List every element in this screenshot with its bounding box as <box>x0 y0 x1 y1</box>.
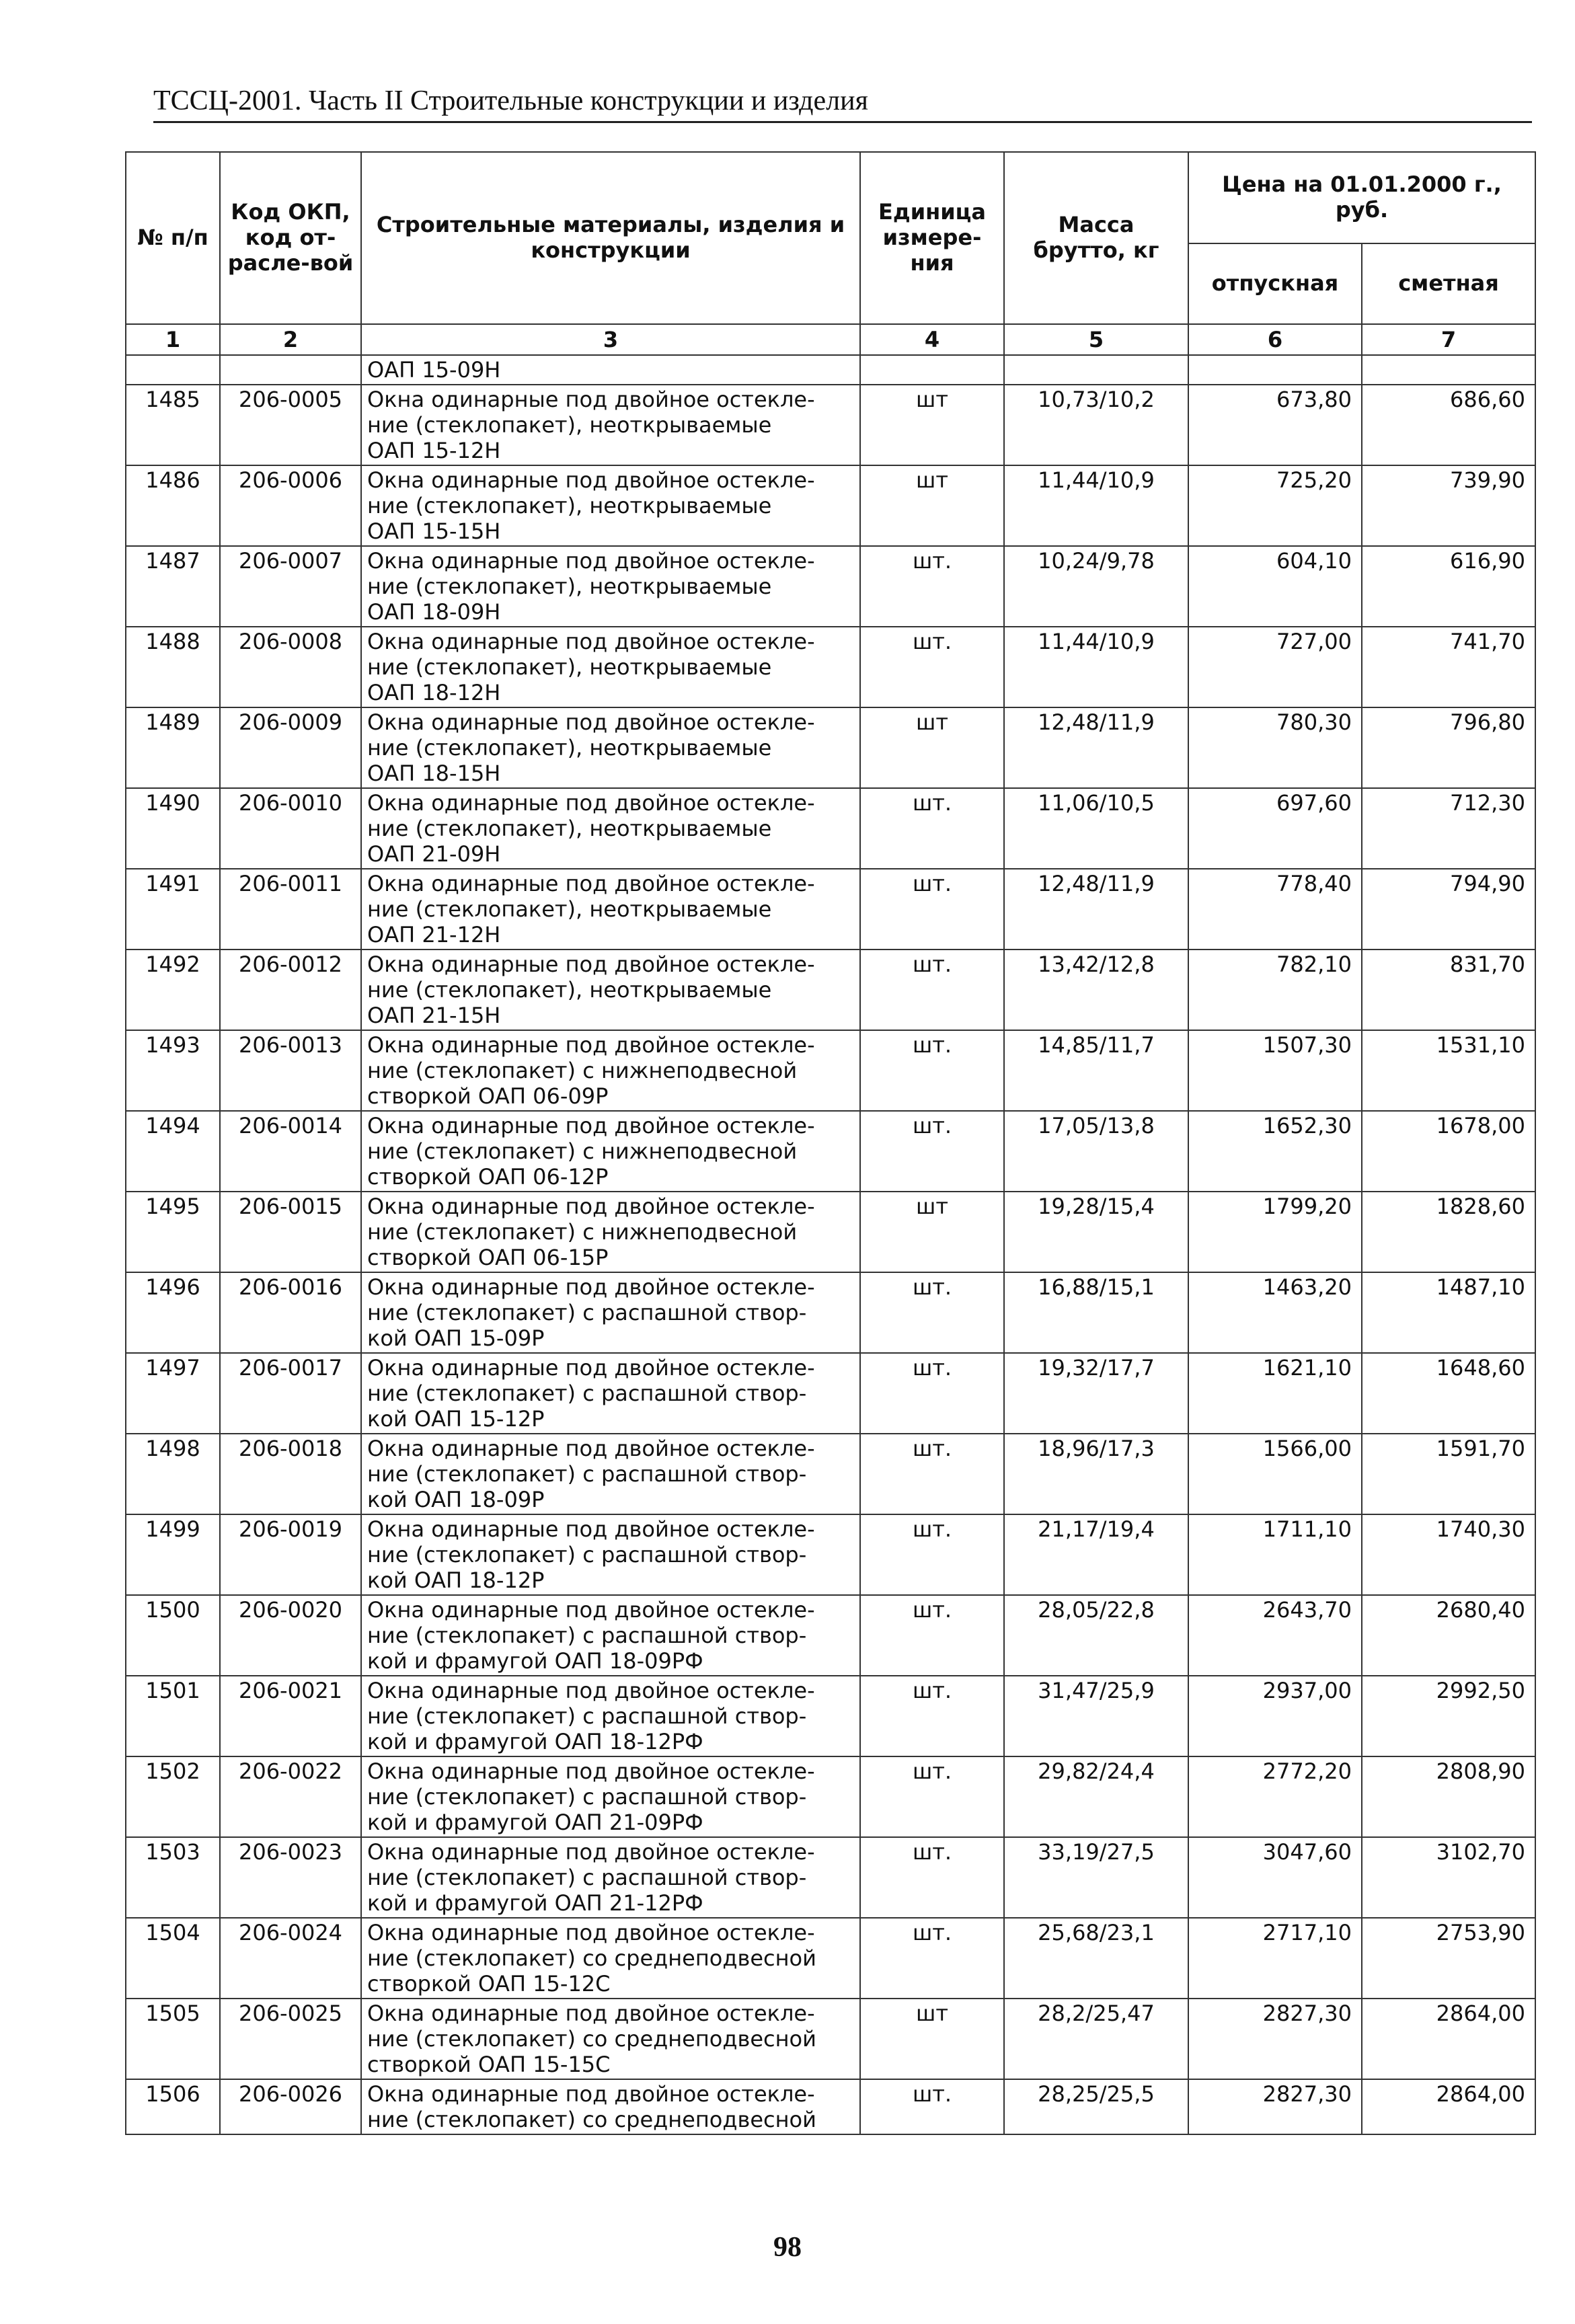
row-description-line: Окна одинарные под двойное остекле- <box>367 2081 815 2107</box>
row-unit: шт. <box>860 1353 1004 1434</box>
row-code: 206-0025 <box>220 1999 361 2079</box>
column-number: 3 <box>361 324 860 355</box>
row-description-line: ние (стеклопакет), неоткрываемые <box>367 735 772 761</box>
row-price-release: 2643,70 <box>1188 1595 1362 1676</box>
table-row <box>126 950 1535 1030</box>
row-number: 1506 <box>126 2079 220 2134</box>
row-description-line: Окна одинарные под двойное остекле- <box>367 871 815 896</box>
continuation-text: ОАП 15-09Н <box>361 355 860 385</box>
row-description-line: ние (стеклопакет) с нижнеподвесной <box>367 1138 798 1164</box>
row-price-estimate: 2680,40 <box>1362 1595 1535 1676</box>
row-code: 206-0026 <box>220 2079 361 2134</box>
row-description-line: ние (стеклопакет) со среднеподвесной <box>367 2107 816 2132</box>
row-price-estimate: 794,90 <box>1362 869 1535 950</box>
table-row <box>126 1676 1535 1756</box>
row-description-line: ние (стеклопакет) с распашной створ- <box>367 1784 807 1810</box>
row-description-line: кой ОАП 15-09Р <box>367 1325 545 1351</box>
row-description-line: кой ОАП 18-09Р <box>367 1487 545 1512</box>
row-description-line: ние (стеклопакет) с нижнеподвесной <box>367 1219 798 1245</box>
row-number: 1499 <box>126 1514 220 1595</box>
row-description-line: ние (стеклопакет) со среднеподвесной <box>367 2026 816 2052</box>
row-description <box>361 707 860 788</box>
row-mass: 29,82/24,4 <box>1004 1756 1188 1837</box>
row-code: 206-0009 <box>220 707 361 788</box>
row-price-estimate: 1678,00 <box>1362 1111 1535 1192</box>
row-price-release: 2772,20 <box>1188 1756 1362 1837</box>
row-description-line: кой и фрамугой ОАП 21-12РФ <box>367 1890 703 1916</box>
row-unit: шт. <box>860 2079 1004 2134</box>
column-number: 2 <box>220 324 361 355</box>
row-code: 206-0007 <box>220 546 361 627</box>
table-row <box>126 627 1535 707</box>
table-header <box>126 152 1535 355</box>
row-mass: 11,44/10,9 <box>1004 465 1188 546</box>
row-mass: 28,2/25,47 <box>1004 1999 1188 2079</box>
row-price-release: 2717,10 <box>1188 1918 1362 1999</box>
table-body <box>126 355 1535 2134</box>
row-mass: 14,85/11,7 <box>1004 1030 1188 1111</box>
row-description-line: Окна одинарные под двойное остекле- <box>367 1194 815 1219</box>
row-description-line: ние (стеклопакет) с распашной створ- <box>367 1623 807 1648</box>
row-description <box>361 465 860 546</box>
row-price-release: 727,00 <box>1188 627 1362 707</box>
column-number: 1 <box>126 324 220 355</box>
row-price-release: 1621,10 <box>1188 1353 1362 1434</box>
row-description-line: ние (стеклопакет) с нижнеподвесной <box>367 1058 798 1083</box>
row-description-line: ОАП 18-15Н <box>367 761 501 786</box>
row-mass: 11,44/10,9 <box>1004 627 1188 707</box>
row-code: 206-0022 <box>220 1756 361 1837</box>
row-description-line: ние (стеклопакет) с распашной створ- <box>367 1381 807 1406</box>
row-description-line: ние (стеклопакет), неоткрываемые <box>367 493 772 518</box>
table-row <box>126 1756 1535 1837</box>
row-price-estimate: 796,80 <box>1362 707 1535 788</box>
row-price-estimate: 1591,70 <box>1362 1434 1535 1514</box>
row-price-estimate: 739,90 <box>1362 465 1535 546</box>
row-number: 1500 <box>126 1595 220 1676</box>
row-description-line: Окна одинарные под двойное остекле- <box>367 1355 815 1381</box>
row-price-release: 780,30 <box>1188 707 1362 788</box>
row-unit: шт <box>860 1192 1004 1272</box>
row-mass: 16,88/15,1 <box>1004 1272 1188 1353</box>
row-description <box>361 869 860 950</box>
row-description <box>361 1272 860 1353</box>
row-description-line: Окна одинарные под двойное остекле- <box>367 1920 815 1945</box>
row-mass: 31,47/25,9 <box>1004 1676 1188 1756</box>
row-price-estimate: 616,90 <box>1362 546 1535 627</box>
row-price-estimate: 1828,60 <box>1362 1192 1535 1272</box>
table-row <box>126 1434 1535 1514</box>
row-price-release: 3047,60 <box>1188 1837 1362 1918</box>
row-description-line: Окна одинарные под двойное остекле- <box>367 1436 815 1461</box>
row-mass: 19,28/15,4 <box>1004 1192 1188 1272</box>
column-number-row <box>126 324 1535 355</box>
table-row <box>126 1595 1535 1676</box>
row-description-line: ОАП 15-15Н <box>367 518 501 544</box>
table-row <box>126 546 1535 627</box>
row-number: 1497 <box>126 1353 220 1434</box>
row-description <box>361 1353 860 1434</box>
row-description-line: Окна одинарные под двойное остекле- <box>367 467 815 493</box>
col-header-code-branch: код от-расле-вой <box>227 225 354 276</box>
row-number: 1489 <box>126 707 220 788</box>
row-number: 1501 <box>126 1676 220 1756</box>
col-header-price-group: Цена на 01.01.2000 г., руб. <box>1188 152 1535 243</box>
row-description-line: створкой ОАП 15-12С <box>367 1971 611 1997</box>
row-description <box>361 1999 860 2079</box>
row-price-release: 2827,30 <box>1188 2079 1362 2134</box>
row-description-line: Окна одинарные под двойное остекле- <box>367 1113 815 1138</box>
row-price-release: 1507,30 <box>1188 1030 1362 1111</box>
row-price-estimate: 686,60 <box>1362 385 1535 465</box>
row-price-estimate: 2753,90 <box>1362 1918 1535 1999</box>
row-description <box>361 788 860 869</box>
row-number: 1496 <box>126 1272 220 1353</box>
row-code: 206-0023 <box>220 1837 361 1918</box>
table-row <box>126 1111 1535 1192</box>
row-code: 206-0015 <box>220 1192 361 1272</box>
row-code: 206-0018 <box>220 1434 361 1514</box>
table-row <box>126 1353 1535 1434</box>
row-description-line: ние (стеклопакет), неоткрываемые <box>367 977 772 1003</box>
row-code: 206-0019 <box>220 1514 361 1595</box>
row-unit: шт. <box>860 1918 1004 1999</box>
row-price-estimate: 2864,00 <box>1362 2079 1535 2134</box>
row-number: 1491 <box>126 869 220 950</box>
row-description-line: ние (стеклопакет), неоткрываемые <box>367 896 772 922</box>
row-description <box>361 1514 860 1595</box>
row-number: 1505 <box>126 1999 220 2079</box>
row-unit: шт <box>860 385 1004 465</box>
row-description <box>361 950 860 1030</box>
continuation-row <box>126 355 1535 385</box>
row-number: 1498 <box>126 1434 220 1514</box>
row-description <box>361 2079 860 2134</box>
col-header-price-release: отпускная <box>1188 243 1362 324</box>
row-description-line: кой ОАП 15-12Р <box>367 1406 545 1432</box>
row-price-estimate: 1487,10 <box>1362 1272 1535 1353</box>
table-row <box>126 1837 1535 1918</box>
row-unit: шт. <box>860 546 1004 627</box>
row-mass: 11,06/10,5 <box>1004 788 1188 869</box>
row-number: 1503 <box>126 1837 220 1918</box>
row-code: 206-0017 <box>220 1353 361 1434</box>
row-description-line: ние (стеклопакет), неоткрываемые <box>367 816 772 841</box>
row-description-line: ние (стеклопакет) с распашной створ- <box>367 1300 807 1325</box>
row-code: 206-0008 <box>220 627 361 707</box>
row-mass: 12,48/11,9 <box>1004 869 1188 950</box>
row-price-release: 673,80 <box>1188 385 1362 465</box>
row-price-release: 1799,20 <box>1188 1192 1362 1272</box>
row-code: 206-0014 <box>220 1111 361 1192</box>
row-unit: шт. <box>860 950 1004 1030</box>
row-unit: шт <box>860 465 1004 546</box>
row-description-line: ние (стеклопакет), неоткрываемые <box>367 574 772 599</box>
col-header-name: Строительные материалы, изделия и конструкции <box>361 152 860 324</box>
row-price-release: 1566,00 <box>1188 1434 1362 1514</box>
row-unit: шт. <box>860 1756 1004 1837</box>
row-description <box>361 1192 860 1272</box>
row-description-line: ОАП 18-12Н <box>367 680 501 705</box>
row-number: 1490 <box>126 788 220 869</box>
column-number: 4 <box>860 324 1004 355</box>
row-price-release: 778,40 <box>1188 869 1362 950</box>
row-mass: 18,96/17,3 <box>1004 1434 1188 1514</box>
row-unit: шт. <box>860 1434 1004 1514</box>
row-description-line: Окна одинарные под двойное остекле- <box>367 1597 815 1623</box>
row-price-estimate: 712,30 <box>1362 788 1535 869</box>
row-description <box>361 1756 860 1837</box>
row-description <box>361 1918 860 1999</box>
table-row <box>126 1999 1535 2079</box>
row-unit: шт. <box>860 1837 1004 1918</box>
row-description-line: ние (стеклопакет) с распашной створ- <box>367 1461 807 1487</box>
row-description-line: кой и фрамугой ОАП 18-09РФ <box>367 1648 703 1674</box>
page-header-title: ТССЦ-2001. Часть II Строительные конструкции и изделия <box>153 85 1532 123</box>
row-unit: шт. <box>860 1514 1004 1595</box>
row-number: 1494 <box>126 1111 220 1192</box>
row-description <box>361 1030 860 1111</box>
column-number: 5 <box>1004 324 1188 355</box>
row-description-line: створкой ОАП 06-15Р <box>367 1245 609 1270</box>
row-description <box>361 1111 860 1192</box>
row-description-line: ние (стеклопакет) со среднеподвесной <box>367 1945 816 1971</box>
row-price-estimate: 2864,00 <box>1362 1999 1535 2079</box>
row-number: 1486 <box>126 465 220 546</box>
row-unit: шт. <box>860 1676 1004 1756</box>
row-description-line: Окна одинарные под двойное остекле- <box>367 1274 815 1300</box>
row-price-estimate: 2992,50 <box>1362 1676 1535 1756</box>
row-number: 1504 <box>126 1918 220 1999</box>
row-description-line: ОАП 21-15Н <box>367 1003 501 1028</box>
row-unit: шт. <box>860 1595 1004 1676</box>
row-unit: шт. <box>860 1272 1004 1353</box>
col-header-num: № п/п <box>126 152 220 324</box>
row-mass: 13,42/12,8 <box>1004 950 1188 1030</box>
row-price-estimate: 831,70 <box>1362 950 1535 1030</box>
row-code: 206-0011 <box>220 869 361 950</box>
row-description-line: Окна одинарные под двойное остекле- <box>367 1032 815 1058</box>
table-row <box>126 385 1535 465</box>
row-description-line: Окна одинарные под двойное остекле- <box>367 548 815 574</box>
row-mass: 28,05/22,8 <box>1004 1595 1188 1676</box>
row-description-line: Окна одинарные под двойное остекле- <box>367 1758 815 1784</box>
row-price-release: 725,20 <box>1188 465 1362 546</box>
row-mass: 10,24/9,78 <box>1004 546 1188 627</box>
row-code: 206-0016 <box>220 1272 361 1353</box>
row-description-line: ОАП 15-12Н <box>367 438 501 463</box>
column-number: 7 <box>1362 324 1535 355</box>
row-price-release: 604,10 <box>1188 546 1362 627</box>
row-mass: 28,25/25,5 <box>1004 2079 1188 2134</box>
row-price-release: 697,60 <box>1188 788 1362 869</box>
row-description-line: створкой ОАП 06-09Р <box>367 1083 609 1109</box>
row-description-line: Окна одинарные под двойное остекле- <box>367 1678 815 1703</box>
row-description-line: Окна одинарные под двойное остекле- <box>367 952 815 977</box>
row-number: 1488 <box>126 627 220 707</box>
row-description-line: кой и фрамугой ОАП 18-12РФ <box>367 1729 703 1754</box>
row-price-release: 1652,30 <box>1188 1111 1362 1192</box>
row-price-estimate: 2808,90 <box>1362 1756 1535 1837</box>
row-description-line: ОАП 18-09Н <box>367 599 501 625</box>
row-mass: 12,48/11,9 <box>1004 707 1188 788</box>
table-row <box>126 2079 1535 2134</box>
table-row <box>126 465 1535 546</box>
row-unit: шт. <box>860 788 1004 869</box>
row-number: 1487 <box>126 546 220 627</box>
row-mass: 17,05/13,8 <box>1004 1111 1188 1192</box>
row-mass: 21,17/19,4 <box>1004 1514 1188 1595</box>
row-number: 1493 <box>126 1030 220 1111</box>
row-unit: шт. <box>860 627 1004 707</box>
row-description-line: кой и фрамугой ОАП 21-09РФ <box>367 1810 703 1835</box>
row-code: 206-0005 <box>220 385 361 465</box>
row-description <box>361 385 860 465</box>
row-description-line: створкой ОАП 06-12Р <box>367 1164 609 1190</box>
row-description-line: створкой ОАП 15-15С <box>367 2052 611 2077</box>
row-price-release: 2937,00 <box>1188 1676 1362 1756</box>
row-unit: шт. <box>860 869 1004 950</box>
row-description-line: ние (стеклопакет) с распашной створ- <box>367 1865 807 1890</box>
row-mass: 10,73/10,2 <box>1004 385 1188 465</box>
row-description-line: Окна одинарные под двойное остекле- <box>367 2001 815 2026</box>
table-row <box>126 1030 1535 1111</box>
row-code: 206-0010 <box>220 788 361 869</box>
row-description-line: Окна одинарные под двойное остекле- <box>367 1839 815 1865</box>
row-description-line: ОАП 21-12Н <box>367 922 501 947</box>
row-code: 206-0013 <box>220 1030 361 1111</box>
row-code: 206-0021 <box>220 1676 361 1756</box>
row-code: 206-0024 <box>220 1918 361 1999</box>
row-description <box>361 1434 860 1514</box>
row-description-line: ние (стеклопакет) с распашной створ- <box>367 1703 807 1729</box>
row-description <box>361 546 860 627</box>
row-mass: 33,19/27,5 <box>1004 1837 1188 1918</box>
row-price-release: 782,10 <box>1188 950 1362 1030</box>
row-price-estimate: 1648,60 <box>1362 1353 1535 1434</box>
table-row <box>126 1918 1535 1999</box>
col-header-price-estimate: сметная <box>1362 243 1535 324</box>
row-description-line: кой ОАП 18-12Р <box>367 1567 545 1593</box>
row-number: 1502 <box>126 1756 220 1837</box>
row-price-release: 2827,30 <box>1188 1999 1362 2079</box>
col-header-mass: Масса брутто, кг <box>1004 152 1188 324</box>
row-description-line: ние (стеклопакет), неоткрываемые <box>367 654 772 680</box>
row-price-estimate: 3102,70 <box>1362 1837 1535 1918</box>
row-description-line: Окна одинарные под двойное остекле- <box>367 1516 815 1542</box>
row-description-line: Окна одинарные под двойное остекле- <box>367 387 815 412</box>
table-row <box>126 788 1535 869</box>
row-number: 1495 <box>126 1192 220 1272</box>
row-description <box>361 1837 860 1918</box>
row-code: 206-0020 <box>220 1595 361 1676</box>
table-row <box>126 1272 1535 1353</box>
row-price-release: 1463,20 <box>1188 1272 1362 1353</box>
row-description <box>361 1595 860 1676</box>
row-description-line: Окна одинарные под двойное остекле- <box>367 709 815 735</box>
row-price-estimate: 1740,30 <box>1362 1514 1535 1595</box>
row-mass: 19,32/17,7 <box>1004 1353 1188 1434</box>
row-code: 206-0006 <box>220 465 361 546</box>
row-description-line: ние (стеклопакет) с распашной створ- <box>367 1542 807 1567</box>
row-price-estimate: 1531,10 <box>1362 1030 1535 1111</box>
row-unit: шт. <box>860 1030 1004 1111</box>
col-header-code <box>220 152 361 324</box>
row-unit: шт <box>860 707 1004 788</box>
row-unit: шт. <box>860 1111 1004 1192</box>
col-header-unit: Единица измере-ния <box>860 152 1004 324</box>
row-description-line: Окна одинарные под двойное остекле- <box>367 790 815 816</box>
row-mass: 25,68/23,1 <box>1004 1918 1188 1999</box>
row-description-line: ОАП 21-09Н <box>367 841 501 867</box>
col-header-code-okp: Код ОКП, <box>231 199 350 225</box>
row-price-estimate: 741,70 <box>1362 627 1535 707</box>
row-code: 206-0012 <box>220 950 361 1030</box>
page-number: 98 <box>773 2232 802 2263</box>
row-price-release: 1711,10 <box>1188 1514 1362 1595</box>
row-unit: шт <box>860 1999 1004 2079</box>
row-number: 1492 <box>126 950 220 1030</box>
table-row <box>126 1514 1535 1595</box>
table-row <box>126 1192 1535 1272</box>
row-description-line: Окна одинарные под двойное остекле- <box>367 629 815 654</box>
table-row <box>126 707 1535 788</box>
table-row <box>126 869 1535 950</box>
column-number: 6 <box>1188 324 1362 355</box>
price-table <box>125 151 1536 2135</box>
row-description <box>361 1676 860 1756</box>
row-number: 1485 <box>126 385 220 465</box>
row-description-line: ние (стеклопакет), неоткрываемые <box>367 412 772 438</box>
row-description <box>361 627 860 707</box>
